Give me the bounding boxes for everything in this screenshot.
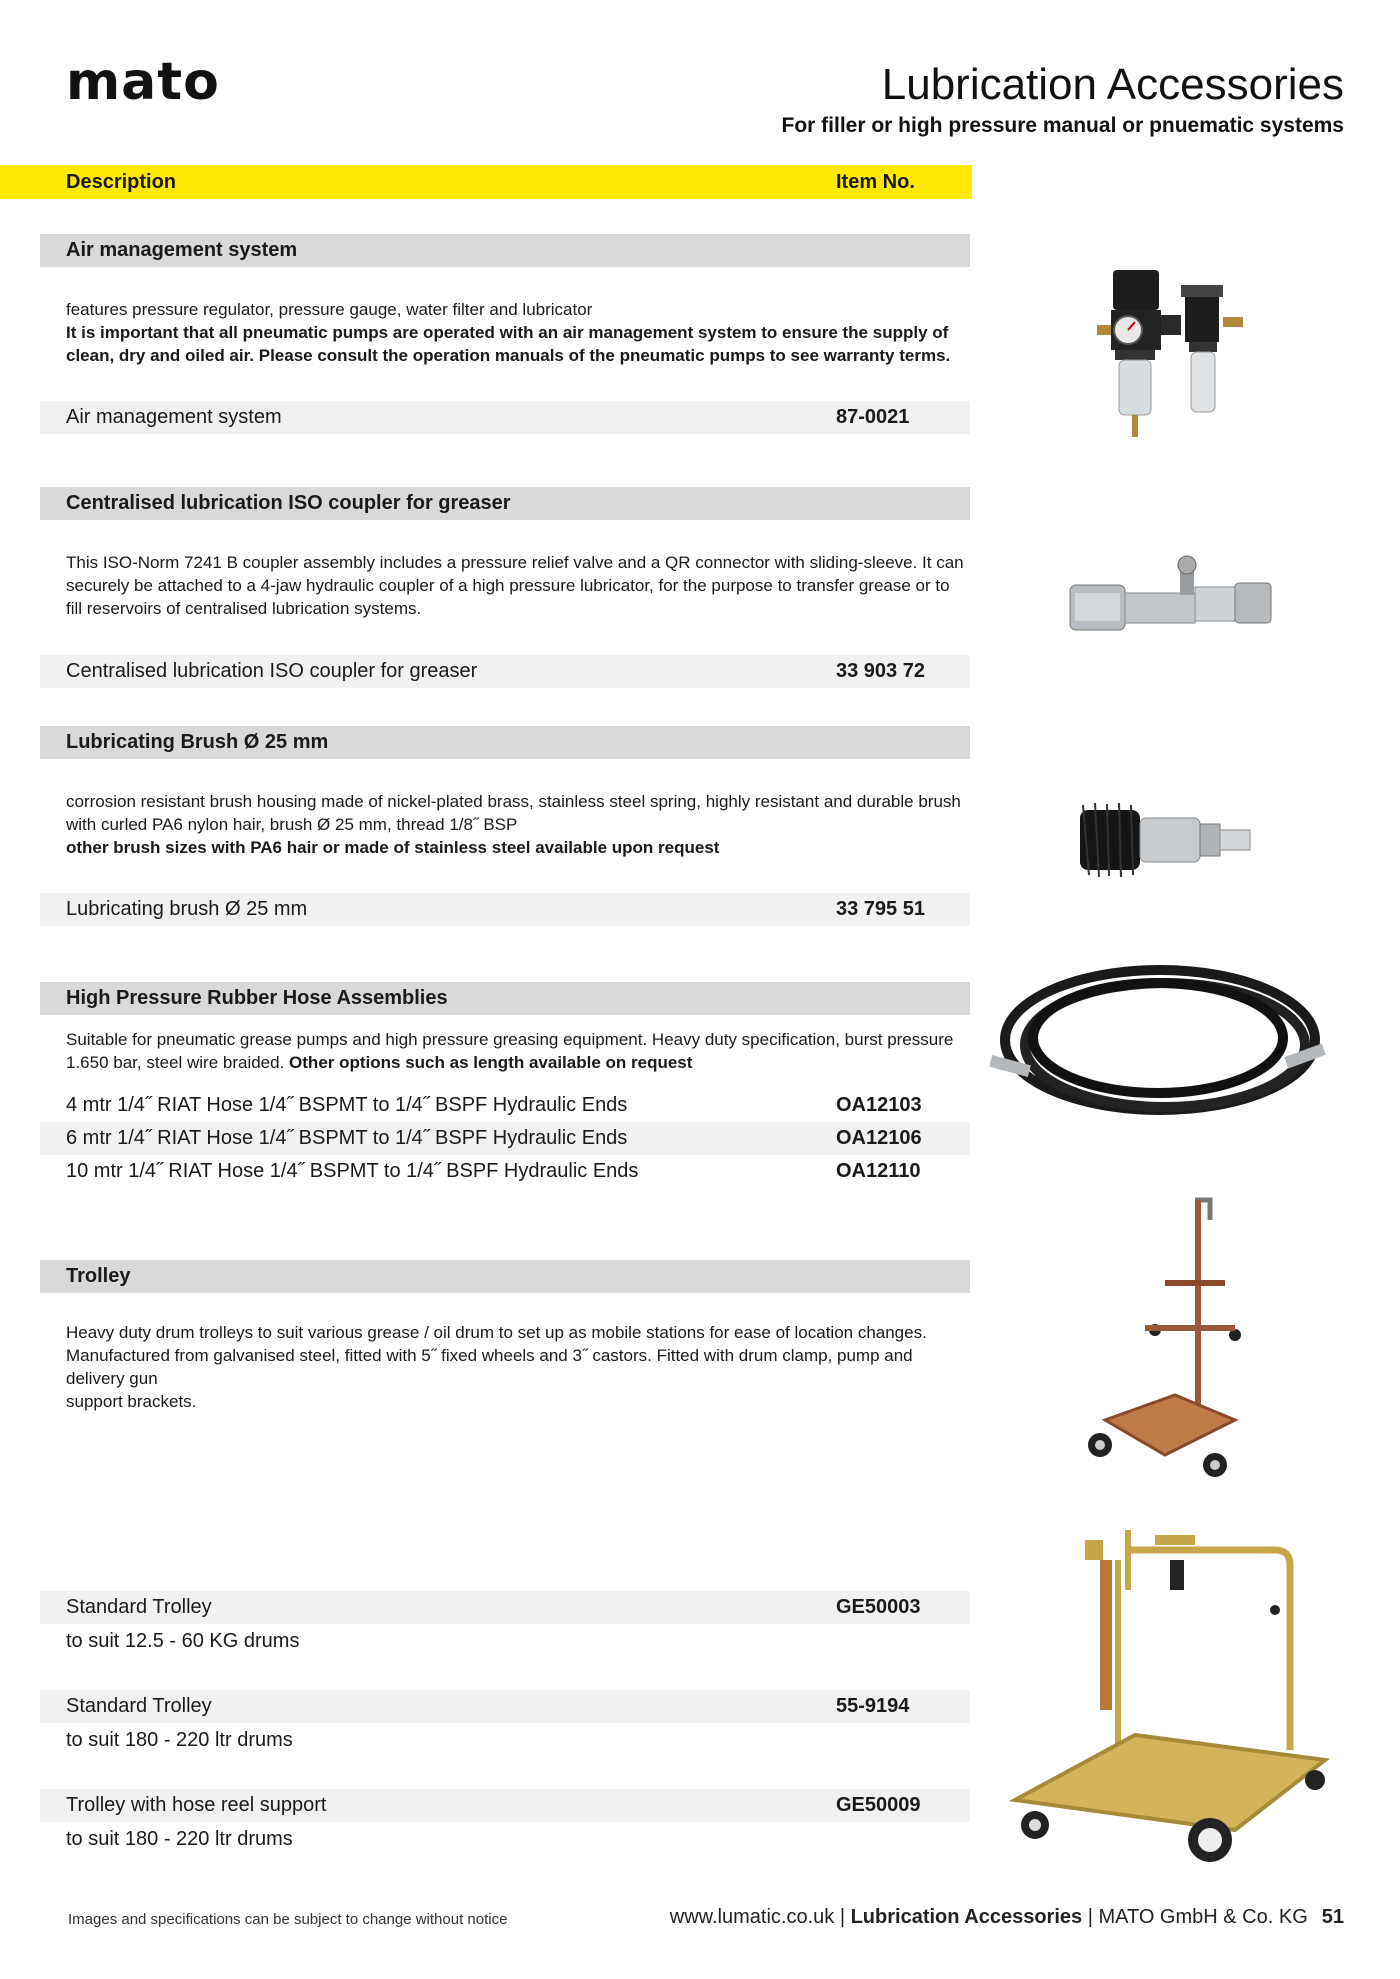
small-trolley-image: [1085, 1190, 1255, 1490]
air-management-unit-image: [1085, 255, 1275, 450]
section-text-air: features pressure regulator, pressure gauge, water filter and lubricator It is important that all pneumatic pumps are operated with an air management system to ensure the supply of clean, dry and oiled air. Please consult the operation manuals of the pneumatic pumps to see warranty terms.: [66, 300, 951, 365]
footer-info: www.lumatic.co.uk | Lubrication Accessories | MATO GmbH & Co. KG 51: [669, 1906, 1344, 1928]
section-text-brush: corrosion resistant brush housing made of nickel-plated brass, stainless steel spring, highly resistant and durable brush with curled PA6 nylon hair, brush Ø 25 mm, thread 1/8˝ BSP other brush sizes with PA6 hair or made of stainless steel available upon request: [66, 792, 961, 857]
page-subtitle: For filler or high pressure manual or pnuematic systems: [781, 114, 1344, 137]
section-text-iso: This ISO-Norm 7241 B coupler assembly includes a pressure relief valve and a QR connector with sliding-sleeve. It can securely be attached to a 4-jaw hydraulic coupler of a high pressure lubricator, for the purpose to transfer grease or to fill reservoirs of centralised lubrication systems.: [66, 553, 964, 618]
row-subtext: to suit 12.5 - 60 KG drums: [66, 1630, 300, 1652]
table-row: 4 mtr 1/4˝ RIAT Hose 1/4˝ BSPMT to 1/4˝ BSPF Hydraulic Ends OA12103: [66, 1094, 922, 1116]
lubricating-brush-image: [1075, 800, 1265, 880]
large-trolley-image: [1005, 1520, 1335, 1865]
rubber-hose-image: [990, 960, 1330, 1130]
table-row: Trolley with hose reel support GE50009: [40, 1789, 970, 1822]
table-row: 6 mtr 1/4˝ RIAT Hose 1/4˝ BSPMT to 1/4˝ BSPF Hydraulic Ends OA12106: [40, 1122, 970, 1155]
table-row: Centralised lubrication ISO coupler for greaser 33 903 72: [40, 655, 970, 688]
column-header-description: Description: [66, 171, 177, 193]
section-heading-iso: Centralised lubrication ISO coupler for greaser: [40, 487, 970, 520]
section-text-hose: Suitable for pneumatic grease pumps and high pressure greasing equipment. Heavy duty specification, burst pressure 1.650 bar, steel wire braided. Other options such as length available on request: [66, 1030, 954, 1072]
footer-notice: Images and specifications can be subject to change without notice: [68, 1911, 508, 1928]
table-row: 10 mtr 1/4˝ RIAT Hose 1/4˝ BSPMT to 1/4˝ BSPF Hydraulic Ends OA12110: [66, 1160, 921, 1182]
table-row: Standard Trolley GE50003: [40, 1591, 970, 1624]
row-subtext: to suit 180 - 220 ltr drums: [66, 1729, 293, 1751]
section-heading-air: Air management system: [40, 234, 970, 267]
column-header-item-no: Item No.: [836, 171, 915, 193]
page-title: Lubrication Accessories: [881, 60, 1344, 109]
brand-logo: mato: [66, 52, 220, 112]
iso-coupler-image: [1065, 555, 1280, 650]
table-row: Lubricating brush Ø 25 mm 33 795 51: [40, 893, 970, 926]
section-text-trolley: Heavy duty drum trolleys to suit various grease / oil drum to set up as mobile stations for ease of location changes. Manufactured from galvanised steel, fitted with 5˝ fixed wheels and 3˝ castors. Fitted with drum clamp, pump and delivery gun support brackets.: [66, 1323, 927, 1411]
table-row: Standard Trolley 55-9194: [40, 1690, 970, 1723]
section-heading-brush: Lubricating Brush Ø 25 mm: [40, 726, 970, 759]
section-heading-trolley: Trolley: [40, 1260, 970, 1293]
table-row: Air management system 87-0021: [40, 401, 970, 434]
section-heading-hose: High Pressure Rubber Hose Assemblies: [40, 982, 970, 1015]
row-subtext: to suit 180 - 220 ltr drums: [66, 1828, 293, 1850]
page-number: 51: [1321, 1906, 1344, 1928]
